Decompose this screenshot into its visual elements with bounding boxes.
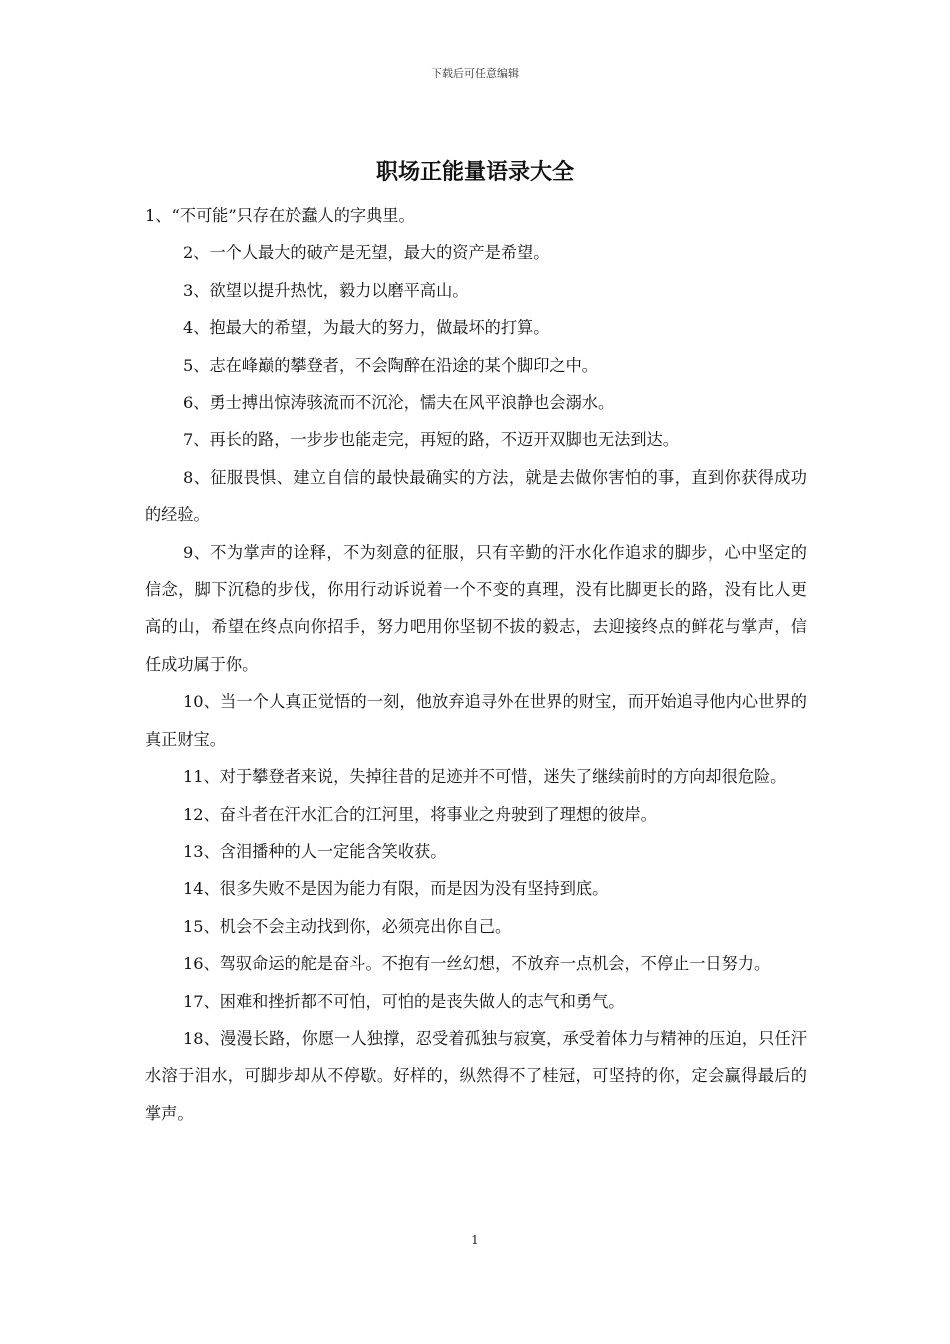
quote-paragraph: 17、困难和挫折都不可怕，可怕的是丧失做人的志气和勇气。 xyxy=(183,991,625,1011)
quote-paragraph: 10、当一个人真正觉悟的一刻，他放弃追寻外在世界的财宝，而开始追寻他内心世界的真正财宝。 xyxy=(145,692,807,749)
quote-paragraph: 4、抱最大的希望，为最大的努力，做最坏的打算。 xyxy=(183,318,550,338)
quote-paragraph: 2、一个人最大的破产是无望，最大的资产是希望。 xyxy=(183,243,550,263)
quote-paragraph: 8、征服畏惧、建立自信的最快最确实的方法，就是去做你害怕的事，直到你获得成功的经验。 xyxy=(145,467,807,525)
quote-paragraph: 11、对于攀登者来说，失掉往昔的足迹并不可惜，迷失了继续前时的方向却很危险。 xyxy=(183,767,787,787)
quote-paragraph: 15、机会不会主动找到你，必须亮出你自己。 xyxy=(183,916,512,936)
page-number: 1 xyxy=(471,1233,479,1247)
quote-paragraph: 7、再长的路，一步步也能走完，再短的路，不迈开双脚也无法到达。 xyxy=(183,430,679,450)
document-title: 职场正能量语录大全 xyxy=(375,159,574,185)
quote-paragraph: 1、“不可能”只存在於蠢人的字典里。 xyxy=(145,206,415,225)
quote-paragraph: 6、勇士搏出惊涛骇流而不沉沦，懦夫在风平浪静也会溺水。 xyxy=(183,393,615,413)
quote-paragraph: 14、很多失败不是因为能力有限，而是因为没有坚持到底。 xyxy=(183,879,609,899)
quote-paragraph: 3、欲望以提升热忱，毅力以磨平高山。 xyxy=(183,280,469,300)
quote-paragraph: 18、漫漫长路，你愿一人独撑，忍受着孤独与寂寞，承受着体力与精神的压迫，只任汗水溶于泪水，可脚步却从不停歇。好样的，纵然得不了桂冠，可坚持的你，定会赢得最后的掌声。 xyxy=(145,1028,807,1123)
document-body xyxy=(145,197,807,1132)
quote-paragraph: 5、志在峰巅的攀登者，不会陶醉在沿途的某个脚印之中。 xyxy=(183,355,598,375)
quote-paragraph: 12、奋斗者在汗水汇合的江河里，将事业之舟驶到了理想的彼岸。 xyxy=(183,804,657,824)
page-header: 下载后可任意编辑 xyxy=(431,67,519,80)
quote-paragraph: 9、不为掌声的诠释，不为刻意的征服，只有辛勤的汗水化作追求的脚步，心中坚定的信念，脚下沉稳的步伐，你用行动诉说着一个不变的真理，没有比脚更长的路，没有比人更高的山，希望在终点向你招手，努力吧用你坚韧不拔的毅志，去迎接终点的鲜花与掌声，信任成功属于你。 xyxy=(145,542,807,674)
quote-paragraph: 16、驾驭命运的舵是奋斗。不抱有一丝幻想，不放弃一点机会，不停止一日努力。 xyxy=(183,954,771,974)
quote-paragraph: 13、含泪播种的人一定能含笑收获。 xyxy=(183,841,447,861)
